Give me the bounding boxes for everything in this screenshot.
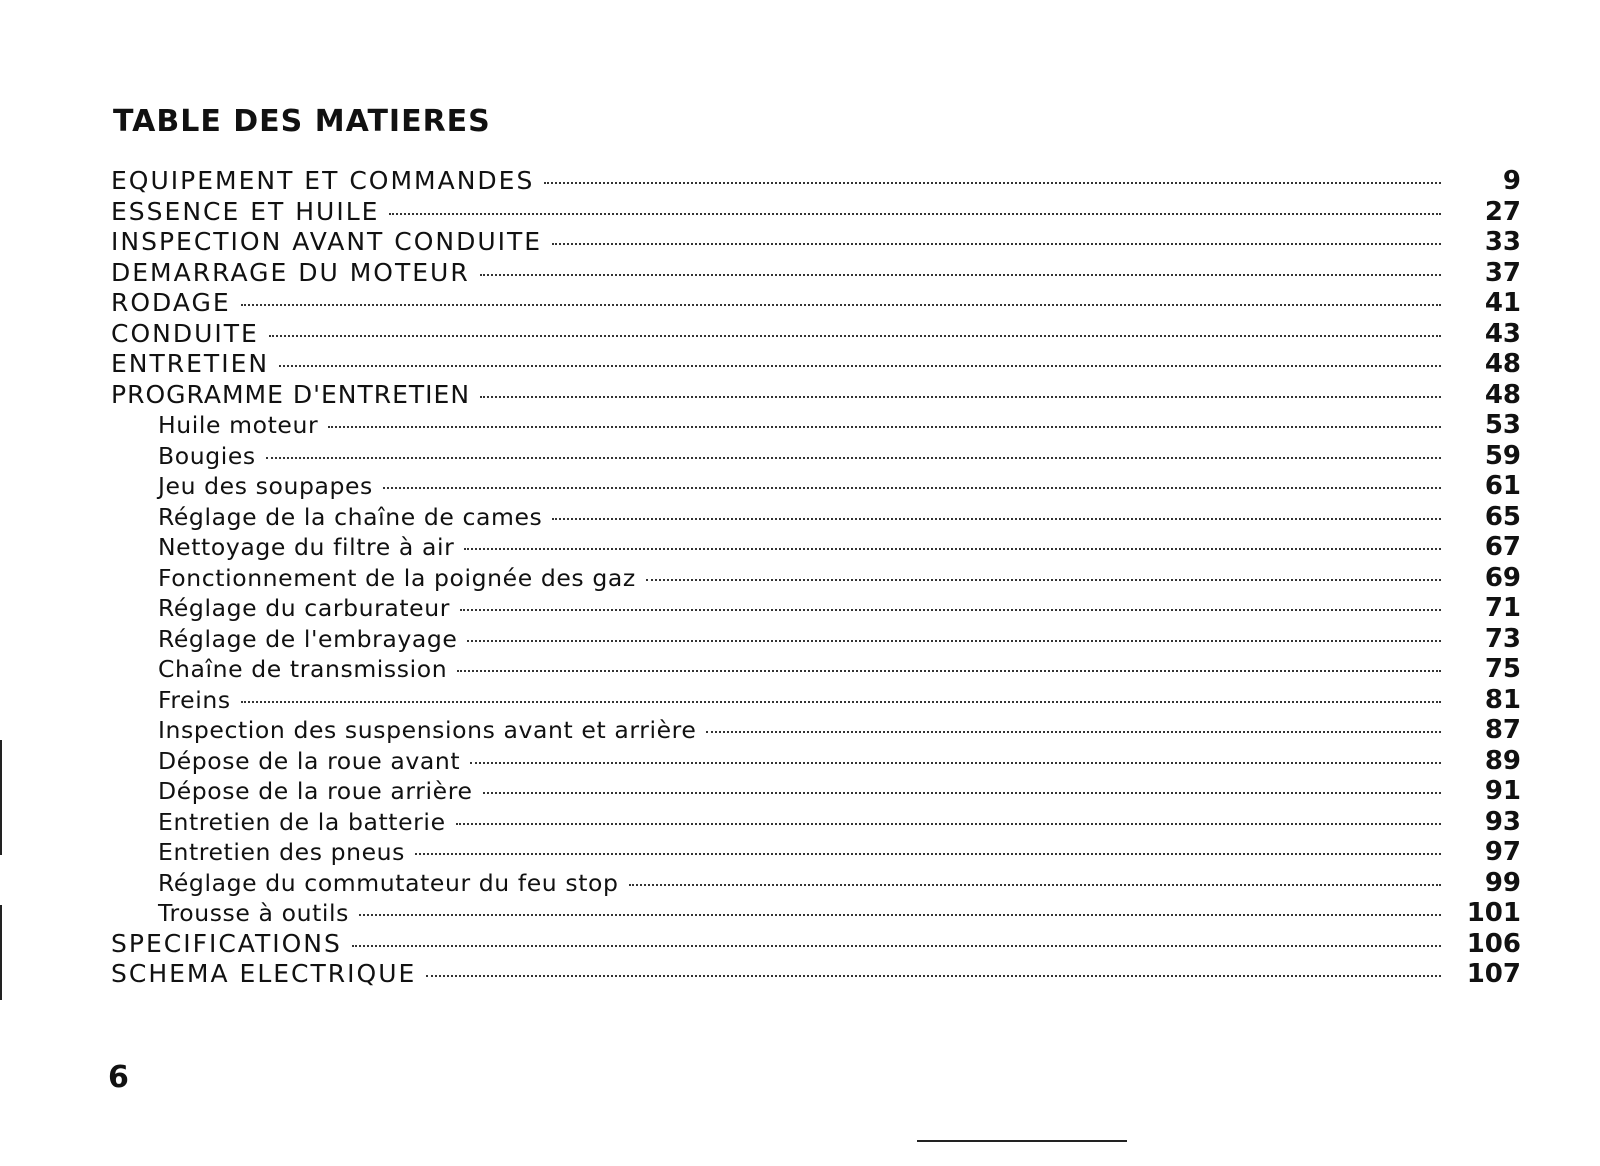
dot-leader	[629, 884, 1441, 886]
toc-entry-page: 67	[1484, 532, 1521, 562]
toc-entry-label: Huile moteur	[158, 411, 319, 439]
toc-entry-page: 91	[1484, 776, 1521, 806]
toc-entry-label: ENTRETIEN	[111, 349, 270, 378]
toc-entry-page: 107	[1466, 959, 1521, 989]
toc-subentry[interactable]	[111, 624, 1521, 655]
dot-leader	[359, 914, 1441, 916]
toc-entry-label: Dépose de la roue avant	[158, 746, 461, 775]
toc-subentry[interactable]	[111, 715, 1521, 746]
toc-subentry[interactable]	[111, 563, 1521, 594]
dot-leader	[483, 792, 1441, 794]
dot-leader	[464, 548, 1441, 550]
toc-entry-page: 43	[1484, 318, 1521, 349]
toc-entry-page: 75	[1484, 654, 1521, 684]
toc-entry-page: 73	[1484, 623, 1521, 654]
toc-entry-label: Réglage de l'embrayage	[158, 624, 458, 653]
toc-entry-page: 97	[1484, 837, 1521, 867]
toc-subentry[interactable]	[111, 441, 1521, 472]
toc-entry-label: Nettoyage du filtre à air	[158, 533, 455, 561]
toc-entry-label: SCHEMA ELECTRIQUE	[111, 959, 417, 988]
dot-leader	[552, 243, 1441, 245]
toc-entry[interactable]	[111, 349, 1521, 380]
toc-entry-label: Inspection des suspensions avant et arrière	[158, 716, 697, 744]
toc-subentry[interactable]	[111, 868, 1521, 899]
toc-entry-page: 33	[1484, 227, 1521, 257]
toc-subentry[interactable]	[111, 532, 1521, 563]
toc-subentry[interactable]	[111, 471, 1521, 502]
dot-leader	[480, 274, 1441, 276]
dot-leader	[480, 396, 1441, 398]
toc-entry-label: CONDUITE	[111, 318, 259, 348]
dot-leader	[383, 487, 1441, 489]
toc-entry[interactable]	[111, 288, 1521, 319]
toc-entry-label: Réglage de la chaîne de cames	[158, 502, 543, 531]
toc-entry-label: Freins	[158, 685, 231, 714]
dot-leader	[426, 975, 1441, 977]
toc-entry-page: 81	[1484, 684, 1521, 715]
toc-entry-page: 59	[1484, 440, 1521, 471]
toc-subentry[interactable]	[111, 807, 1521, 838]
toc-entry-label: INSPECTION AVANT CONDUITE	[111, 227, 543, 256]
toc-entry-page: 61	[1484, 471, 1521, 501]
toc-entry-page: 106	[1466, 928, 1521, 959]
toc-entry-label: Dépose de la roue arrière	[158, 777, 473, 805]
toc-entry-label: ESSENCE ET HUILE	[111, 196, 380, 226]
toc-entry-page: 48	[1484, 349, 1521, 379]
toc-entry-page: 37	[1484, 257, 1521, 288]
dot-leader	[706, 731, 1441, 733]
toc-entry-label: DEMARRAGE DU MOTEUR	[111, 257, 470, 287]
toc-entry-label: Trousse à outils	[158, 899, 349, 927]
toc-entry[interactable]	[111, 258, 1521, 289]
dot-leader	[241, 304, 1441, 306]
page-title: TABLE DES MATIERES	[113, 104, 491, 139]
toc-entry-label: PROGRAMME D'ENTRETIEN	[111, 379, 471, 409]
dot-leader	[389, 213, 1441, 215]
toc-entry[interactable]	[111, 227, 1521, 258]
toc-entry-label: Fonctionnement de la poignée des gaz	[158, 563, 636, 592]
toc-entry-label: Bougies	[158, 441, 256, 470]
dot-leader	[279, 365, 1441, 367]
toc-entry[interactable]	[111, 929, 1521, 960]
toc-entry-label: Réglage du carburateur	[158, 594, 450, 622]
toc-subentry[interactable]	[111, 898, 1521, 929]
toc-subentry[interactable]	[111, 502, 1521, 533]
toc-entry-label: Chaîne de transmission	[158, 655, 448, 683]
toc-entry-page: 65	[1484, 501, 1521, 532]
toc-entry-label: Jeu des soupapes	[158, 472, 373, 500]
dot-leader	[457, 670, 1441, 672]
dot-leader	[328, 426, 1441, 428]
toc-entry[interactable]	[111, 197, 1521, 228]
toc-subentry[interactable]	[111, 410, 1521, 441]
toc-entry-page: 27	[1484, 196, 1521, 227]
dot-leader	[456, 823, 1441, 825]
toc-entry[interactable]	[111, 319, 1521, 350]
toc-subentry[interactable]	[111, 746, 1521, 777]
toc-entry-label: Entretien des pneus	[158, 838, 406, 866]
dot-leader	[269, 335, 1441, 337]
toc-entry-page: 99	[1484, 867, 1521, 898]
toc-subentry[interactable]	[111, 593, 1521, 624]
toc-entry-page: 87	[1484, 715, 1521, 745]
toc-entry-label: Entretien de la batterie	[158, 807, 446, 836]
dot-leader	[352, 945, 1441, 947]
toc-entry-page: 41	[1484, 288, 1521, 318]
dot-leader	[544, 182, 1441, 184]
scan-margin-mark	[0, 740, 2, 855]
dot-leader	[460, 609, 1441, 611]
toc-entry-page: 71	[1484, 593, 1521, 623]
toc-entry[interactable]	[111, 959, 1521, 990]
toc-subentry[interactable]	[111, 837, 1521, 868]
dot-leader	[470, 762, 1441, 764]
toc-entry-page: 9	[1502, 166, 1521, 196]
toc-entry-label: SPECIFICATIONS	[111, 928, 342, 958]
toc-subentry[interactable]	[111, 654, 1521, 685]
toc-subentry[interactable]	[111, 685, 1521, 716]
dot-leader	[241, 701, 1441, 703]
scan-margin-mark	[0, 905, 2, 1000]
toc-entry-page: 69	[1484, 562, 1521, 593]
dot-leader	[415, 853, 1441, 855]
bottom-rule	[917, 1140, 1127, 1142]
toc-entry-page: 89	[1484, 745, 1521, 776]
toc-entry[interactable]	[111, 380, 1521, 411]
toc-entry-page: 53	[1484, 410, 1521, 440]
toc-entry-label: Réglage du commutateur du feu stop	[158, 868, 619, 897]
toc-entry-page: 93	[1484, 806, 1521, 837]
dot-leader	[467, 640, 1441, 642]
toc-entry-label: EQUIPEMENT ET COMMANDES	[111, 166, 535, 195]
dot-leader	[646, 579, 1441, 581]
dot-leader	[552, 518, 1441, 520]
page-number: 6	[108, 1060, 129, 1095]
toc-entry-label: RODAGE	[111, 288, 231, 317]
toc-subentry[interactable]	[111, 776, 1521, 807]
dot-leader	[266, 457, 1441, 459]
table-of-contents	[111, 166, 1521, 990]
toc-entry-page: 101	[1466, 898, 1521, 928]
toc-entry[interactable]	[111, 166, 1521, 197]
toc-entry-page: 48	[1484, 379, 1521, 410]
